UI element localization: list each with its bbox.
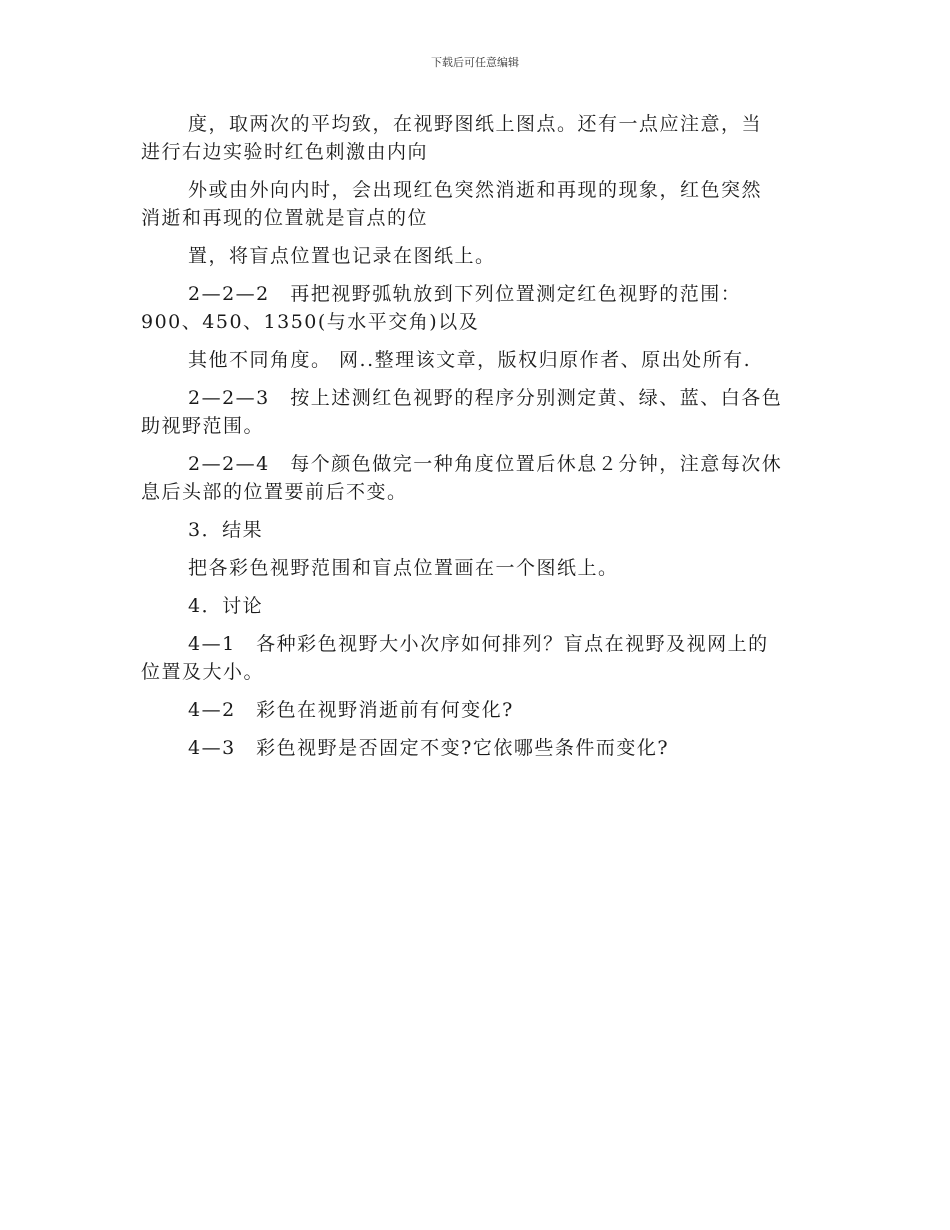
paragraph-line: 4—2 彩色在视野消逝前有何变化? <box>188 699 514 721</box>
paragraph-line: 把各彩色视野范围和盲点位置画在一个图纸上。 <box>188 557 619 579</box>
paragraph-line: 2—2—4 每个颜色做完一种角度位置后休息２分钟，注意每次休 <box>188 453 783 475</box>
section-heading: 4．讨论 <box>188 595 264 617</box>
paragraph-line: 4—1 各种彩色视野大小次序如何排列？盲点在视野及视网上的 <box>188 633 769 655</box>
paragraph-line: 助视野范围。 <box>141 415 265 437</box>
paragraph-line: 4—3 彩色视野是否固定不变?它依哪些条件而变化? <box>188 737 670 759</box>
paragraph-line: 2—2—3 按上述测红色视野的程序分别测定黄、绿、蓝、白各色 <box>188 387 783 409</box>
paragraph-line: 位置及大小。 <box>141 661 265 683</box>
section-heading: 3．结果 <box>188 519 264 541</box>
paragraph-line: 消逝和再现的位置就是盲点的位 <box>141 207 429 229</box>
paragraph-line: 进行右边实验时红色刺激由内向 <box>141 141 429 163</box>
paragraph-line: 置，将盲点位置也记录在图纸上。 <box>188 245 496 267</box>
paragraph-line: 息后头部的位置要前后不变。 <box>141 481 408 503</box>
document-body <box>141 110 809 762</box>
paragraph-line: 外或由外向内时，会出现红色突然消逝和再现的现象，红色突然 <box>188 179 763 201</box>
paragraph-line: 900、450、1350(与水平交角)以及 <box>141 311 480 333</box>
paragraph-line: 度，取两次的平均致，在视野图纸上图点。还有一点应注意，当 <box>188 113 763 135</box>
paragraph-line: 其他不同角度。 网..整理该文章，版权归原作者、原出处所有. <box>188 349 752 371</box>
page-header: 下载后可任意编辑 <box>431 56 519 69</box>
paragraph-line: 2—2—2 再把视野弧轨放到下列位置测定红色视野的范围： <box>188 283 742 305</box>
